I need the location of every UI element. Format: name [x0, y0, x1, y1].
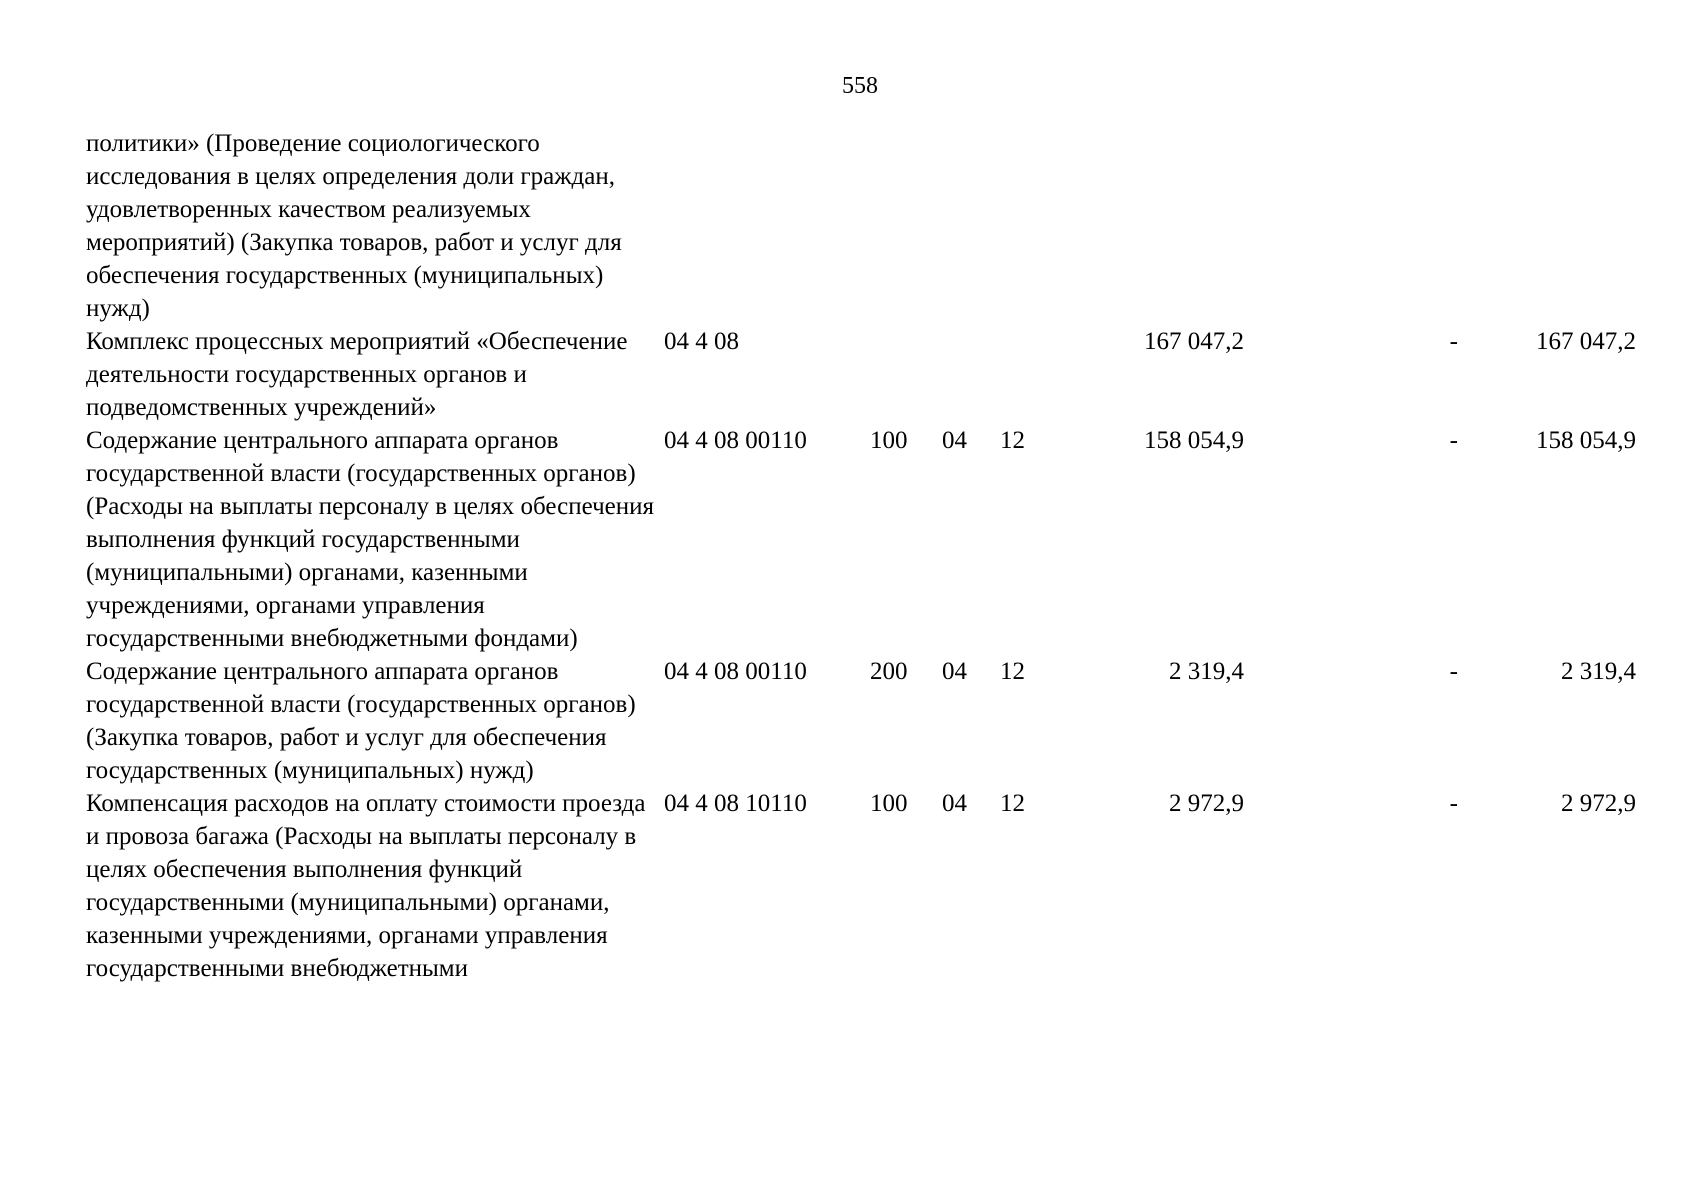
target-article-cell: 04 4 08 00110: [664, 658, 807, 685]
target-article-cell: 04 4 08 00110: [664, 427, 807, 454]
change-cell: -: [1449, 427, 1458, 454]
expense-type-cell: [870, 325, 942, 424]
total-cell: 2 972,9: [1561, 790, 1636, 817]
target-article-cell: [656, 127, 870, 325]
total-cell: 2 319,4: [1561, 658, 1636, 685]
section-cell: 04: [942, 658, 967, 685]
subsection-cell: 12: [1000, 790, 1025, 817]
section-cell: 04: [942, 427, 967, 454]
subsection-cell: [1000, 127, 1086, 325]
amount-cell: 167 047,2: [1144, 328, 1244, 355]
expense-type-cell: 100: [870, 790, 908, 817]
amount-cell: 2 972,9: [1169, 790, 1244, 817]
change-cell: [1244, 127, 1458, 325]
amount-cell: [1086, 127, 1244, 325]
amount-cell: 158 054,9: [1144, 427, 1244, 454]
table-row: [86, 787, 1636, 985]
table-row: [86, 424, 1636, 655]
total-cell: 167 047,2: [1536, 328, 1636, 355]
subsection-cell: [1000, 325, 1086, 424]
budget-table: [86, 127, 1636, 985]
table-row: [86, 325, 1636, 424]
target-article-cell: 04 4 08 10110: [664, 790, 807, 817]
expense-type-cell: [870, 127, 942, 325]
change-cell: -: [1449, 328, 1458, 355]
table-row: [86, 655, 1636, 787]
total-cell: 158 054,9: [1536, 427, 1636, 454]
expense-type-cell: 100: [870, 427, 908, 454]
row-name-cell: Комплекс процессных мероприятий «Обеспечение деятельности государственных органов и подведомственных учреждений»: [86, 328, 628, 421]
row-name-cell: Компенсация расходов на оплату стоимости проезда и провоза багажа (Расходы на выплаты персоналу в целях обеспечения выполнения функций государственными (муниципальными) органами, казенными учреждениями, органами управления государственными внебюджетными: [86, 790, 646, 982]
target-article-cell: 04 4 08: [664, 328, 739, 355]
row-name-cell: политики» (Проведение социологического исследования в целях определения доли граждан, удовлетворенных качеством реализуемых мероприятий) (Закупка товаров, работ и услуг для обеспечения государственных (муниципальных) нужд): [86, 130, 622, 322]
section-cell: [942, 325, 1000, 424]
section-cell: 04: [942, 790, 967, 817]
change-cell: -: [1449, 658, 1458, 685]
total-cell: [1458, 127, 1636, 325]
subsection-cell: 12: [1000, 427, 1025, 454]
table-row: [86, 127, 1636, 325]
amount-cell: 2 319,4: [1169, 658, 1244, 685]
subsection-cell: 12: [1000, 658, 1025, 685]
row-name-cell: Содержание центрального аппарата органов государственной власти (государственных органов) (Расходы на выплаты персоналу в целях обеспечения выполнения функций государственными (муниципальными) органами, казенными учреждениями, органами управления государственными внебюджетными фондами): [86, 427, 655, 652]
row-name-cell: Содержание центрального аппарата органов государственной власти (государственных органов) (Закупка товаров, работ и услуг для обеспечения государственных (муниципальных) нужд): [86, 658, 636, 784]
expense-type-cell: 200: [870, 658, 908, 685]
change-cell: -: [1449, 790, 1458, 817]
page-number: 558: [842, 73, 878, 99]
section-cell: [942, 127, 1000, 325]
